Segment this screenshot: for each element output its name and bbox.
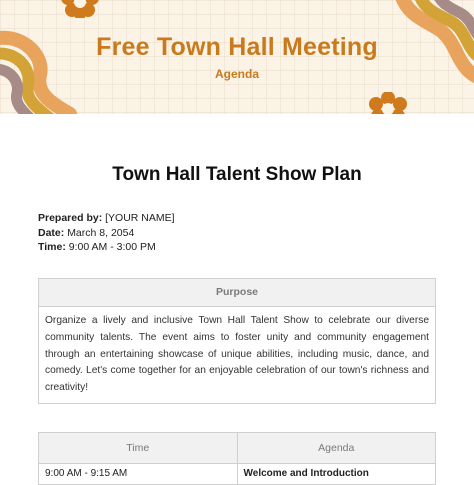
schedule-header-row [39,433,435,464]
flower-icon [58,0,102,18]
time-line [38,240,175,255]
purpose-table [38,278,436,404]
meta-info [38,211,175,255]
date-line [38,226,175,241]
schedule-table [38,432,436,485]
prepared-by-line [38,211,175,226]
table-row [39,464,435,484]
purpose-header: Purpose [39,279,435,307]
purpose-body: Organize a lively and inclusive Town Hall Talent Show to celebrate our diverse community talents. The event aims to foster unity and community engagement through an entertaining showcase of unique abilities, including music, dance, and comedy. Let's come together for an enjoyable celebration of our town's richness and creativity! [45,315,429,394]
banner-title: Free Town Hall Meeting [96,33,378,61]
flower-icon [366,92,410,114]
time-label: Time: [38,241,66,253]
column-header-time: Time [126,442,150,454]
header-banner [0,0,474,114]
row-agenda: Welcome and Introduction [237,464,436,484]
prepared-by-value: [YOUR NAME] [105,212,175,224]
date-label: Date: [38,226,65,239]
time-value: 9:00 AM - 3:00 PM [68,241,156,253]
document-title: Town Hall Talent Show Plan [112,164,362,185]
date-value: March 8, 2054 [67,226,135,239]
banner-subtitle: Agenda [214,67,259,81]
column-header-agenda: Agenda [237,433,436,463]
row-time: 9:00 AM - 9:15 AM [45,468,128,479]
prepared-by-label: Prepared by: [38,212,103,224]
